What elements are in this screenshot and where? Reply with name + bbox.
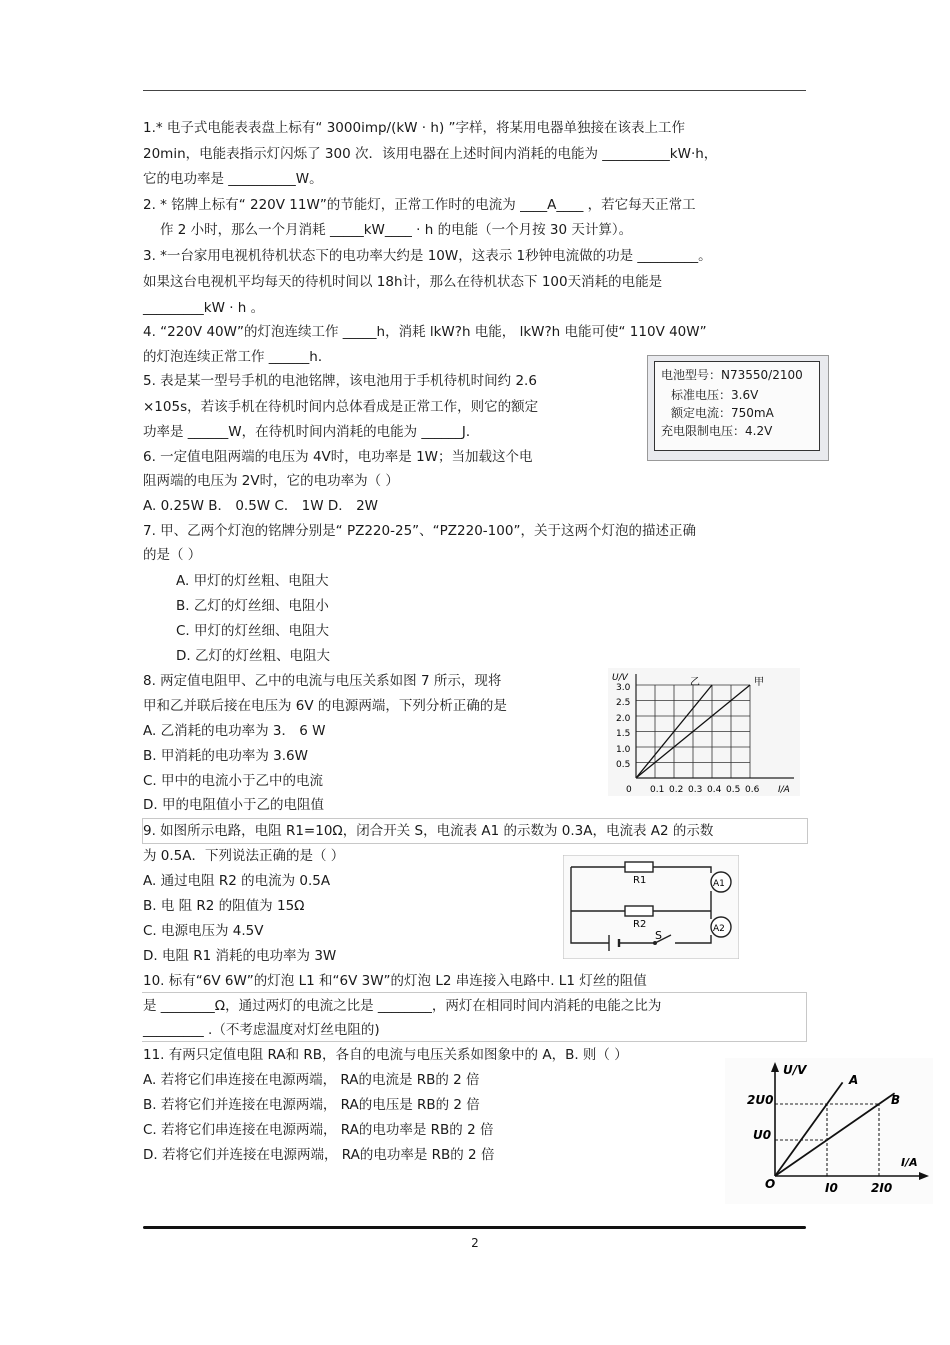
chart2-origin: O — [765, 1177, 776, 1191]
q8-line-2: 甲和乙并联后接在电压为 6V 的电源两端，下列分析正确的是 — [143, 698, 507, 714]
chart1-xtick: 0.6 — [745, 785, 760, 795]
q6-line-1: 6. 一定值电阻两端的电压为 4V时，电功率是 1W；当加载这个电 — [143, 449, 533, 465]
q11-option-c: C. 若将它们串连接在电源两端， RA的电功率是 RB的 2 倍 — [143, 1122, 494, 1138]
chart2-xtick-i0: I0 — [825, 1181, 838, 1195]
u-i-chart-jia-yi — [608, 668, 800, 796]
u-i-chart-a-b — [725, 1058, 933, 1204]
switch-label: S — [655, 929, 662, 942]
resistor-r1 — [625, 862, 653, 872]
q10-line-3: _________ .（不考虑温度对灯丝电阻的) — [143, 1022, 380, 1038]
q7-line-1: 7. 甲、乙两个灯泡的铭牌分别是“ PZ220-25”、“PZ220-100”，关于这两个灯泡的描述正确 — [143, 523, 696, 539]
q3-line-3: _________kW · h 。 — [143, 300, 265, 316]
resistor-r2 — [625, 906, 653, 916]
q1-line-1: 1.* 电子式电能表表盘上标有“ 3000imp/(kW · h) ”字样，将某用电器单独接在该表上工作 — [143, 120, 685, 136]
q6-options: A. 0.25W B． 0.5W C． 1W D． 2W — [143, 498, 379, 514]
chart1-series-label-jia: 甲 — [754, 677, 764, 688]
q10-line-1: 10. 标有“6V 6W”的灯泡 L1 和“6V 3W”的灯泡 L2 串连接入电路中. L1 灯丝的阻值 — [143, 973, 647, 989]
q10-line-2: 是 ________Ω，通过两灯的电流之比是 ________，两灯在相同时间内消耗的电能之比为 — [143, 998, 662, 1014]
chart1-xtick: 0.2 — [669, 785, 684, 795]
q11-option-a: A. 若将它们串连接在电源两端， RA的电流是 RB的 2 倍 — [143, 1072, 480, 1088]
chart2-series-label-a: A — [849, 1073, 859, 1087]
q9-line-2: 为 0.5A．下列说法正确的是（ ） — [143, 848, 345, 864]
chart1-xtick: 0.4 — [707, 785, 722, 795]
q7-line-2: 的是（ ） — [143, 547, 202, 563]
header-rule — [143, 90, 806, 91]
chart1-ytick: 2.0 — [616, 714, 631, 724]
q11-option-d: D. 若将它们并连接在电源两端， RA的电功率是 RB的 2 倍 — [143, 1147, 495, 1163]
q6-line-2: 阻两端的电压为 2V时，它的电功率为（ ） — [143, 473, 399, 489]
q8-option-b: B. 甲消耗的电功率为 3.6W — [143, 748, 308, 764]
q9-option-d: D. 电阻 R1 消耗的电功率为 3W — [143, 948, 337, 964]
page-number: 2 — [471, 1236, 479, 1250]
q8-line-1: 8. 两定值电阻甲、乙中的电流与电压关系如图 7 所示，现将 — [143, 673, 502, 689]
q11-option-b: B. 若将它们并连接在电源两端， RA的电压是 RB的 2 倍 — [143, 1097, 480, 1113]
chart1-ytick: 3.0 — [616, 683, 631, 693]
q2-line-1: 2. * 铭牌上标有“ 220V 11W”的节能灯，正常工作时的电流为 ____A____ ，若它每天正常工 — [143, 197, 696, 213]
q1-line-2: 20min，电能表指示灯闪烁了 300 次．该用电器在上述时间内消耗的电能为 __________kW·h， — [143, 146, 718, 162]
chart1-ytick: 0.5 — [616, 760, 631, 770]
q2-line-2: 作 2 小时，那么一个月消耗 _____kW____ · h 的电能（一个月按 30 天计算）。 — [160, 222, 633, 238]
chart1-ytick: 1.0 — [616, 745, 631, 755]
footer-rule — [143, 1226, 806, 1229]
battery-model-row: 电池型号：N73550/2100 — [661, 368, 803, 382]
chart1-ylabel: U/V — [612, 673, 628, 683]
q7-option-c: C. 甲灯的灯丝细、电阻大 — [176, 623, 330, 639]
q9-line-1: 9. 如图所示电路，电阻 R1=10Ω，闭合开关 S，电流表 A1 的示数为 0.3A，电流表 A2 的示数 — [143, 823, 714, 839]
q7-option-b: B. 乙灯的灯丝细、电阻小 — [176, 598, 329, 614]
q8-option-a: A. 乙消耗的电功率为 3． 6 W — [143, 723, 326, 739]
q8-option-c: C. 甲中的电流小于乙中的电流 — [143, 773, 324, 789]
chart1-xtick: 0.3 — [688, 785, 703, 795]
q5-line-3: 功率是 ______W，在待机时间内消耗的电能为 ______J． — [143, 424, 480, 440]
q7-option-a: A. 甲灯的灯丝粗、电阻大 — [176, 573, 329, 589]
chart2-xtick-2i0: 2I0 — [871, 1181, 893, 1195]
q7-option-d: D. 乙灯的灯丝粗、电阻大 — [176, 648, 330, 664]
battery-charge-row: 充电限制电压：4.2V — [661, 424, 773, 438]
chart2-series-label-b: B — [891, 1093, 901, 1107]
chart1-xlabel: I/A — [778, 785, 790, 795]
chart1-xtick: 0.1 — [650, 785, 665, 795]
q3-line-2: 如果这台电视机平均每天的待机时间以 18h计，那么在待机状态下 100天消耗的电能是 — [143, 274, 663, 290]
battery-voltage-row: 标准电压：3.6V — [671, 388, 759, 402]
q5-line-2: ×105s，若该手机在待机时间内总体看成是正常工作，则它的额定 — [143, 399, 539, 415]
q4-line-2: 的灯泡连续正常工作 ______h． — [143, 349, 332, 365]
resistor-r1-label: R1 — [633, 875, 647, 886]
battery-current-row: 额定电流：750mA — [671, 406, 774, 420]
q8-option-d: D. 甲的电阻值小于乙的电阻值 — [143, 797, 324, 813]
ammeter-a2-label: A2 — [713, 924, 725, 934]
chart2-ytick-u0: U0 — [753, 1128, 772, 1142]
circuit-diagram — [563, 855, 739, 959]
chart2-ylabel: U/V — [783, 1063, 807, 1077]
q9-option-b: B. 电 阻 R2 的阻值为 15Ω — [143, 898, 305, 914]
chart2-xlabel: I/A — [901, 1156, 918, 1169]
q5-line-1: 5. 表是某一型号手机的电池铭牌，该电池用于手机待机时间约 2.6 — [143, 373, 537, 389]
battery-label-panel — [654, 361, 820, 451]
q9-option-c: C. 电源电压为 4.5V — [143, 923, 264, 939]
chart1-ytick: 1.5 — [616, 729, 631, 739]
chart1-ytick: 2.5 — [616, 698, 631, 708]
q11-line-1: 11. 有两只定值电阻 RA和 RB，各自的电流与电压关系如图象中的 A，B. 则（ ） — [143, 1047, 628, 1063]
q9-option-a: A. 通过电阻 R2 的电流为 0.5A — [143, 873, 331, 889]
chart2-ytick-2u0: 2U0 — [747, 1093, 774, 1107]
q3-line-1: 3. *一台家用电视机待机状态下的电功率大约是 10W，这表示 1秒钟电流做的功是 _________。 — [143, 248, 712, 264]
q1-line-3: 它的电功率是 __________W。 — [143, 171, 323, 187]
ammeter-a1-label: A1 — [713, 879, 725, 889]
battery-label-figure — [647, 355, 829, 461]
q4-line-1: 4. “220V 40W”的灯泡连续工作 _____h，消耗 lkW?h 电能， lkW?h 电能可使“ 110V 40W” — [143, 324, 707, 340]
chart1-xtick: 0 — [626, 785, 632, 795]
chart1-xtick: 0.5 — [726, 785, 741, 795]
resistor-r2-label: R2 — [633, 919, 647, 930]
chart1-series-label-yi: 乙 — [690, 677, 700, 688]
